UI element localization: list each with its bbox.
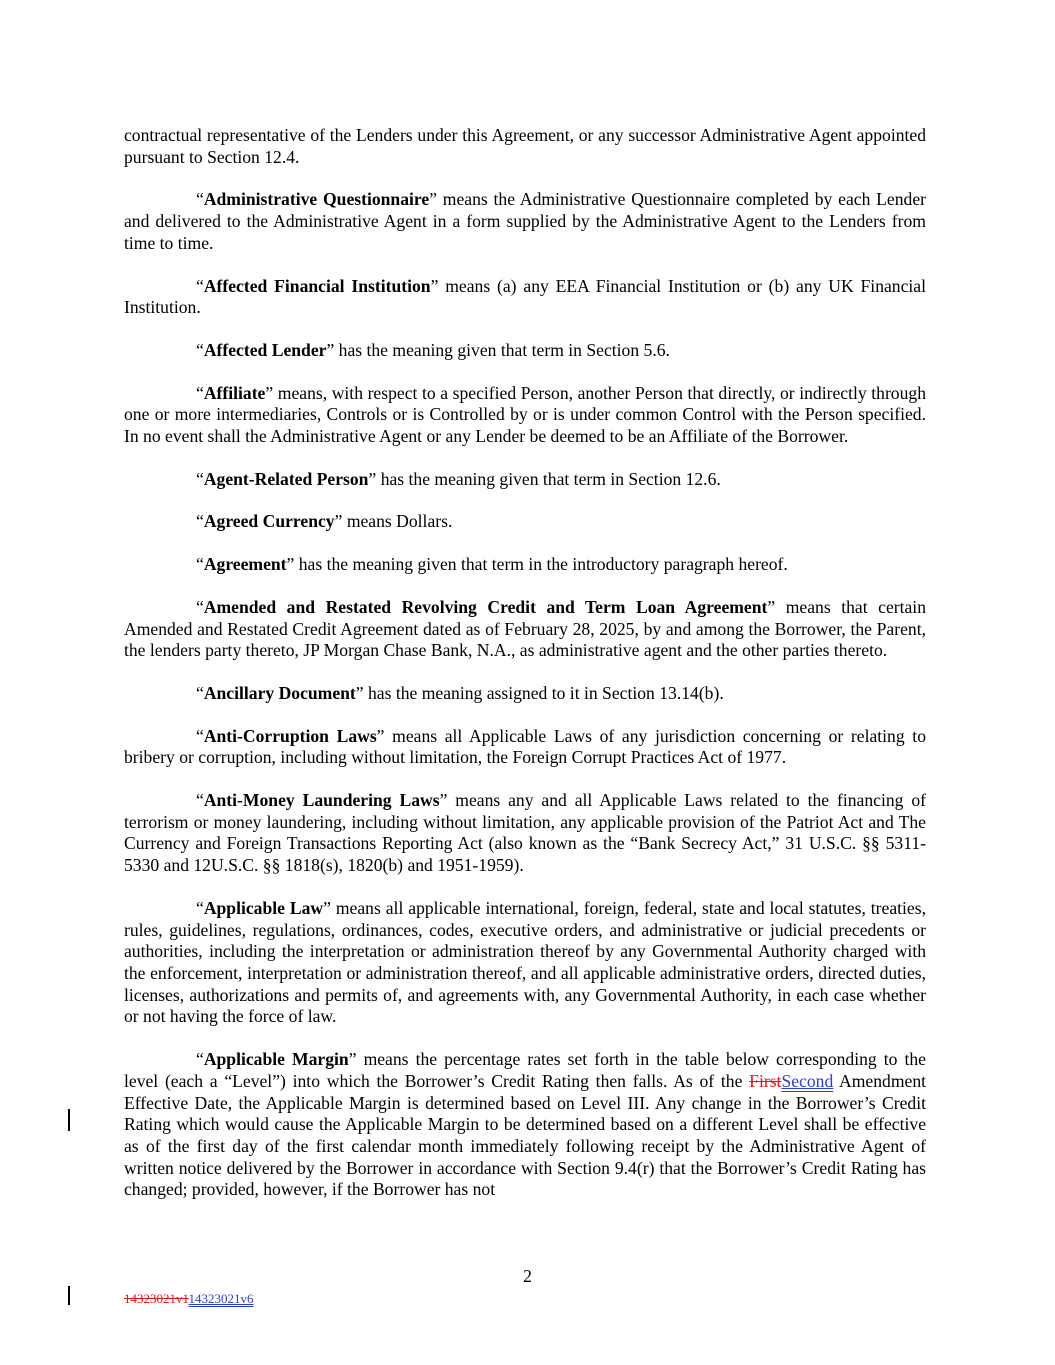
defined-term: Ancillary Document (203, 682, 356, 703)
definition-affected-financial-institution: “Affected Financial Institution” means (a) any EEA Financial Institution or (b) any UK Financial Institution. (124, 275, 926, 318)
defined-term: Agreed Currency (203, 511, 335, 532)
definition-text: ” has the meaning given that term in Section 12.6. (368, 468, 721, 489)
defined-term: Agent-Related Person (203, 468, 369, 489)
defined-term: Applicable Law (203, 897, 324, 918)
defined-term: Affected Lender (203, 339, 327, 360)
defined-term: Affected Financial Institution (203, 275, 431, 296)
document-id-deleted: 14323021v1 (124, 1291, 189, 1306)
continuation-paragraph: contractual representative of the Lenders under this Agreement, or any successor Administrative Agent appointed pursuant to Section 12.4. (124, 125, 926, 167)
definition-agreement: “Agreement” has the meaning given that term in the introductory paragraph hereof. (196, 554, 788, 575)
definition-amended-restated-agreement: “Amended and Restated Revolving Credit and Term Loan Agreement” means that certain Amended and Restated Credit Agreement dated as of February 28, 2025, by and among the Borrower, the Parent, the lenders party thereto, JP Morgan Chase Bank, N.A., as administrative agent and the other parties thereto. (124, 596, 926, 661)
definition-text: ” means Dollars. (334, 511, 453, 532)
defined-term: Agreement (203, 554, 287, 575)
definition-agent-related-person: “Agent-Related Person” has the meaning given that term in Section 12.6. (196, 468, 721, 489)
page-number: 2 (523, 1266, 532, 1286)
definition-anti-money-laundering-laws: “Anti-Money Laundering Laws” means any and all Applicable Laws related to the financing of terrorism or money laundering, including without limitation, any applicable provision of the Patriot Act and The Currency and Foreign Transactions Reporting Act (also known as the “Bank Secrecy Act,” 31 U.S.C. §§ 5311-5330 and 12U.S.C. §§ 1818(s), 1820(b) and 1951-1959). (124, 790, 926, 876)
definition-applicable-law: “Applicable Law” means all applicable international, foreign, federal, state and local statutes, treaties, rules, guidelines, regulations, ordinances, codes, executive orders, and administrative or judicial precedents or authorities, including the interpretation or administration thereof by any Governmental Authority charged with the enforcement, interpretation or administration thereof, and all applicable administrative orders, directed duties, licenses, authorizations and permits of, and agreements with, any Governmental Authority, in each case whether or not having the force of law. (124, 897, 926, 1027)
defined-term: Anti-Money Laundering Laws (203, 790, 440, 811)
definition-text: ” means, with respect to a specified Person, another Person that directly, or indirectly through one or more intermediaries, Controls or is Controlled by or is under common Control with the Person specified. In no event shall the Administrative Agent or any Lender be deemed to be an Affiliate of the Borrower. (124, 382, 926, 447)
inserted-text: Second (781, 1070, 834, 1091)
definition-affiliate: “Affiliate” means, with respect to a specified Person, another Person that directly, or indirectly through one or more intermediaries, Controls or is Controlled by or is under common Control with the Person specified. In no event shall the Administrative Agent or any Lender be deemed to be an Affiliate of the Borrower. (124, 382, 926, 447)
definition-text-continued: Amendment Effective Date, the Applicable Margin is determined based on Level III. Any change in the Borrower’s Credit Rating which would cause the Applicable Margin to be determined based on a different Level shall be effective as of the first day of the first calendar month immediately following receipt by the Administrative Agent of written notice delivered by the Borrower in accordance with Section 9.4(r) that the Borrower’s Credit Rating has changed; provided, however, if the Borrower has not (124, 1070, 927, 1200)
document-body (124, 125, 926, 1222)
definition-text: ” means all Applicable Laws of any jurisdiction concerning or relating to bribery or corruption, including without limitation, the Foreign Corrupt Practices Act of 1977. (124, 725, 926, 768)
definition-text: ” means any and all Applicable Laws related to the financing of terrorism or money laundering, including without limitation, any applicable provision of the Patriot Act and The Currency and Foreign Transactions Reporting Act (also known as the “Bank Secrecy Act,” 31 U.S.C. §§ 5311-5330 and 12U.S.C. §§ 1818(s), 1820(b) and 1951-1959). (124, 790, 926, 876)
change-bar-margin (68, 1109, 70, 1131)
definition-text: ” means (a) any EEA Financial Institution or (b) any UK Financial Institution. (124, 275, 926, 318)
definition-text: ” has the meaning given that term in Section 5.6. (326, 339, 670, 360)
definition-text: ” means the Administrative Questionnaire completed by each Lender and delivered to the Administrative Agent in a form supplied by the Administrative Agent to the Lenders from time to time. (124, 189, 926, 253)
definition-agreed-currency: “Agreed Currency” means Dollars. (196, 511, 453, 532)
document-id-inserted: 14323021v6 (188, 1291, 254, 1306)
defined-term: Affiliate (203, 382, 266, 403)
definition-affected-lender: “Affected Lender” has the meaning given that term in Section 5.6. (196, 339, 670, 360)
deleted-text: First (749, 1070, 782, 1091)
definition-ancillary-document: “Ancillary Document” has the meaning assigned to it in Section 13.14(b). (196, 682, 724, 703)
document-id (124, 1288, 254, 1310)
definition-text: ” has the meaning given that term in the introductory paragraph hereof. (286, 554, 788, 575)
definition-text: ” means that certain Amended and Restated Credit Agreement dated as of February 28, 2025, by and among the Borrower, the Parent, the lenders party thereto, JP Morgan Chase Bank, N.A., as administrative agent and the other parties thereto. (124, 596, 926, 661)
definition-anti-corruption-laws: “Anti-Corruption Laws” means all Applicable Laws of any jurisdiction concerning or relating to bribery or corruption, including without limitation, the Foreign Corrupt Practices Act of 1977. (124, 725, 926, 768)
defined-term: Administrative Questionnaire (203, 189, 430, 210)
defined-term: Amended and Restated Revolving Credit and Term Loan Agreement (203, 596, 768, 617)
definition-text: ” has the meaning assigned to it in Section 13.14(b). (355, 682, 724, 703)
definition-text: ” means the percentage rates set forth in the table below corresponding to the level (each a “Level”) into which the Borrower’s Credit Rating then falls. As of the (124, 1049, 926, 1091)
change-bar-footer (68, 1286, 70, 1305)
definition-administrative-questionnaire: “Administrative Questionnaire” means the Administrative Questionnaire completed by each Lender and delivered to the Administrative Agent in a form supplied by the Administrative Agent to the Lenders from time to time. (124, 189, 926, 253)
defined-term: Applicable Margin (203, 1049, 349, 1070)
defined-term: Anti-Corruption Laws (203, 725, 377, 746)
definition-text: ” means all applicable international, foreign, federal, state and local statutes, treaties, rules, guidelines, regulations, ordinances, codes, executive orders, and administrative or judicial precedents or authorities, including the interpretation or administration thereof by any Governmental Authority charged with the enforcement, interpretation or administration thereof, and all applicable administrative orders, directed duties, licenses, authorizations and permits of, and agreements with, any Governmental Authority, in each case whether or not having the force of law. (124, 897, 926, 1027)
definition-applicable-margin: “Applicable Margin” means the percentage rates set forth in the table below corresponding to the level (each a “Level”) into which the Borrower’s Credit Rating then falls. As of the FirstSecond Amendment Effective Date, the Applicable Margin is determined based on Level III. Any change in the Borrower’s Credit Rating which would cause the Applicable Margin to be determined based on a different Level shall be effective as of the first day of the first calendar month immediately following receipt by the Administrative Agent of written notice delivered by the Borrower in accordance with Section 9.4(r) that the Borrower’s Credit Rating has changed; provided, however, if the Borrower has not (124, 1049, 927, 1200)
